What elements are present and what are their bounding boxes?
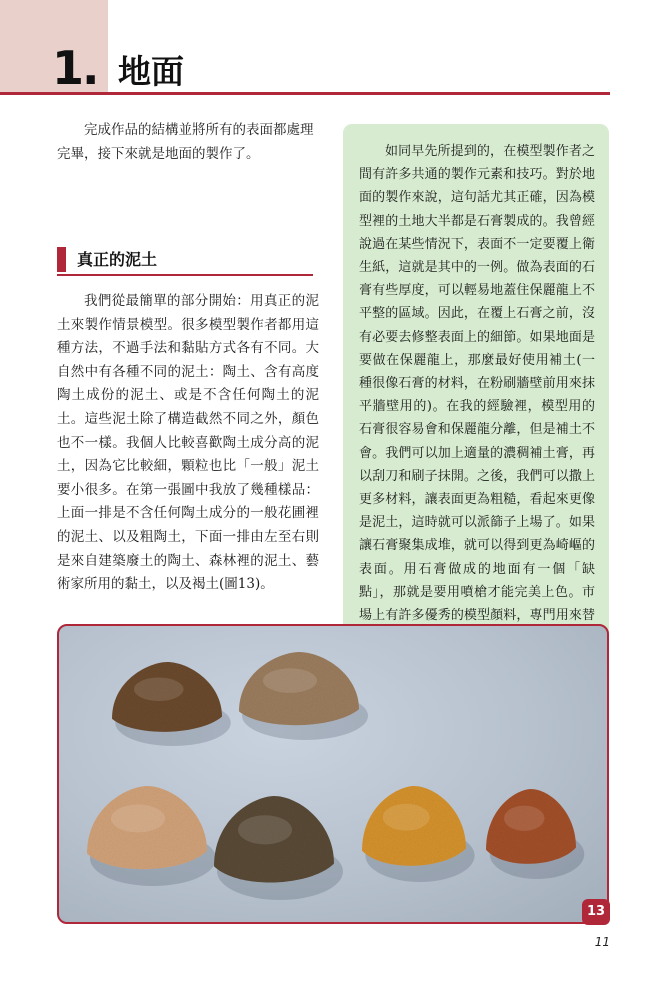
sidebar-box (343, 124, 609, 669)
soil-samples-illustration (59, 626, 607, 922)
sidebar-paragraph: 如同早先所提到的，在模型製作者之間有許多共通的製作元素和技巧。對於地面的製作來說，這句話尤其正確，因為模型裡的土地大半都是石膏製成的。我曾經說過在某些情況下，表面不一定要覆上衛生紙，這就是其中的一例。做為表面的石膏有些厚度，可以輕易地蓋住保麗龍上不平整的區域。因此，在覆上石膏之前，沒有必要去修整表面上的細節。如果地面是要做在保麗龍上，那麼最好使用補土(一種很像石膏的材料，在粉刷牆壁前用來抹平牆壁用的)。在我的經驗裡，模型用的石膏很容易會和保麗龍分離，但是補土不會。我們可以加上適量的濃稠補土膏，再以刮刀和刷子抹開。之後，我們可以撒上更多材料，讓表面更為粗糙，看起來更像是泥土，這時就可以派篩子上場了。如果讓石膏聚集成堆，就可以得到更為崎嶇的表面。用石膏做成的地面有一個「缺點」，那就是要用噴槍才能完美上色。市場上有許多優秀的模型顏料，專門用來替 (359, 144, 595, 624)
pile-highlight (134, 678, 184, 702)
section-title: 真正的泥土 (77, 250, 158, 269)
pile-highlight (383, 804, 430, 831)
pile-highlight (504, 806, 545, 831)
body-paragraph: 我們從最簡單的部分開始：用真正的泥土來製作情景模型。很多模型製作者都用這種方法，不過手法和黏貼方式各有不同。大自然中有各種不同的泥土：陶土、含有高度陶土成份的泥土、或是不含任何陶土的泥土。這些泥土除了構造截然不同之外，顏色也不一樣。我個人比較喜歡陶土成分高的泥土，因為它比較細，顆粒也比「一般」泥土要小很多。在第一張圖中我放了幾種樣品：上面一排是不含任何陶土成分的一般花圃裡的泥土、以及粗陶土，下面一排由左至右則是來自建築廢土的陶土、森林裡的泥土、藝術家所用的黏土，以及褐土(圖13)。 (57, 293, 319, 593)
figure-number-badge: 13 (582, 899, 610, 925)
pile-highlight (111, 805, 165, 833)
chapter-number: 1. (52, 41, 98, 95)
chapter-title: 地面 (118, 52, 184, 91)
pile-highlight (238, 815, 292, 844)
page-number: 11 (594, 935, 610, 949)
section-heading (57, 246, 313, 276)
figure-soil-samples (57, 624, 609, 924)
section-marker (57, 247, 66, 272)
pile-highlight (263, 668, 317, 693)
intro-paragraph: 完成作品的結構並將所有的表面都處理完畢，接下來就是地面的製作了。 (57, 122, 314, 162)
